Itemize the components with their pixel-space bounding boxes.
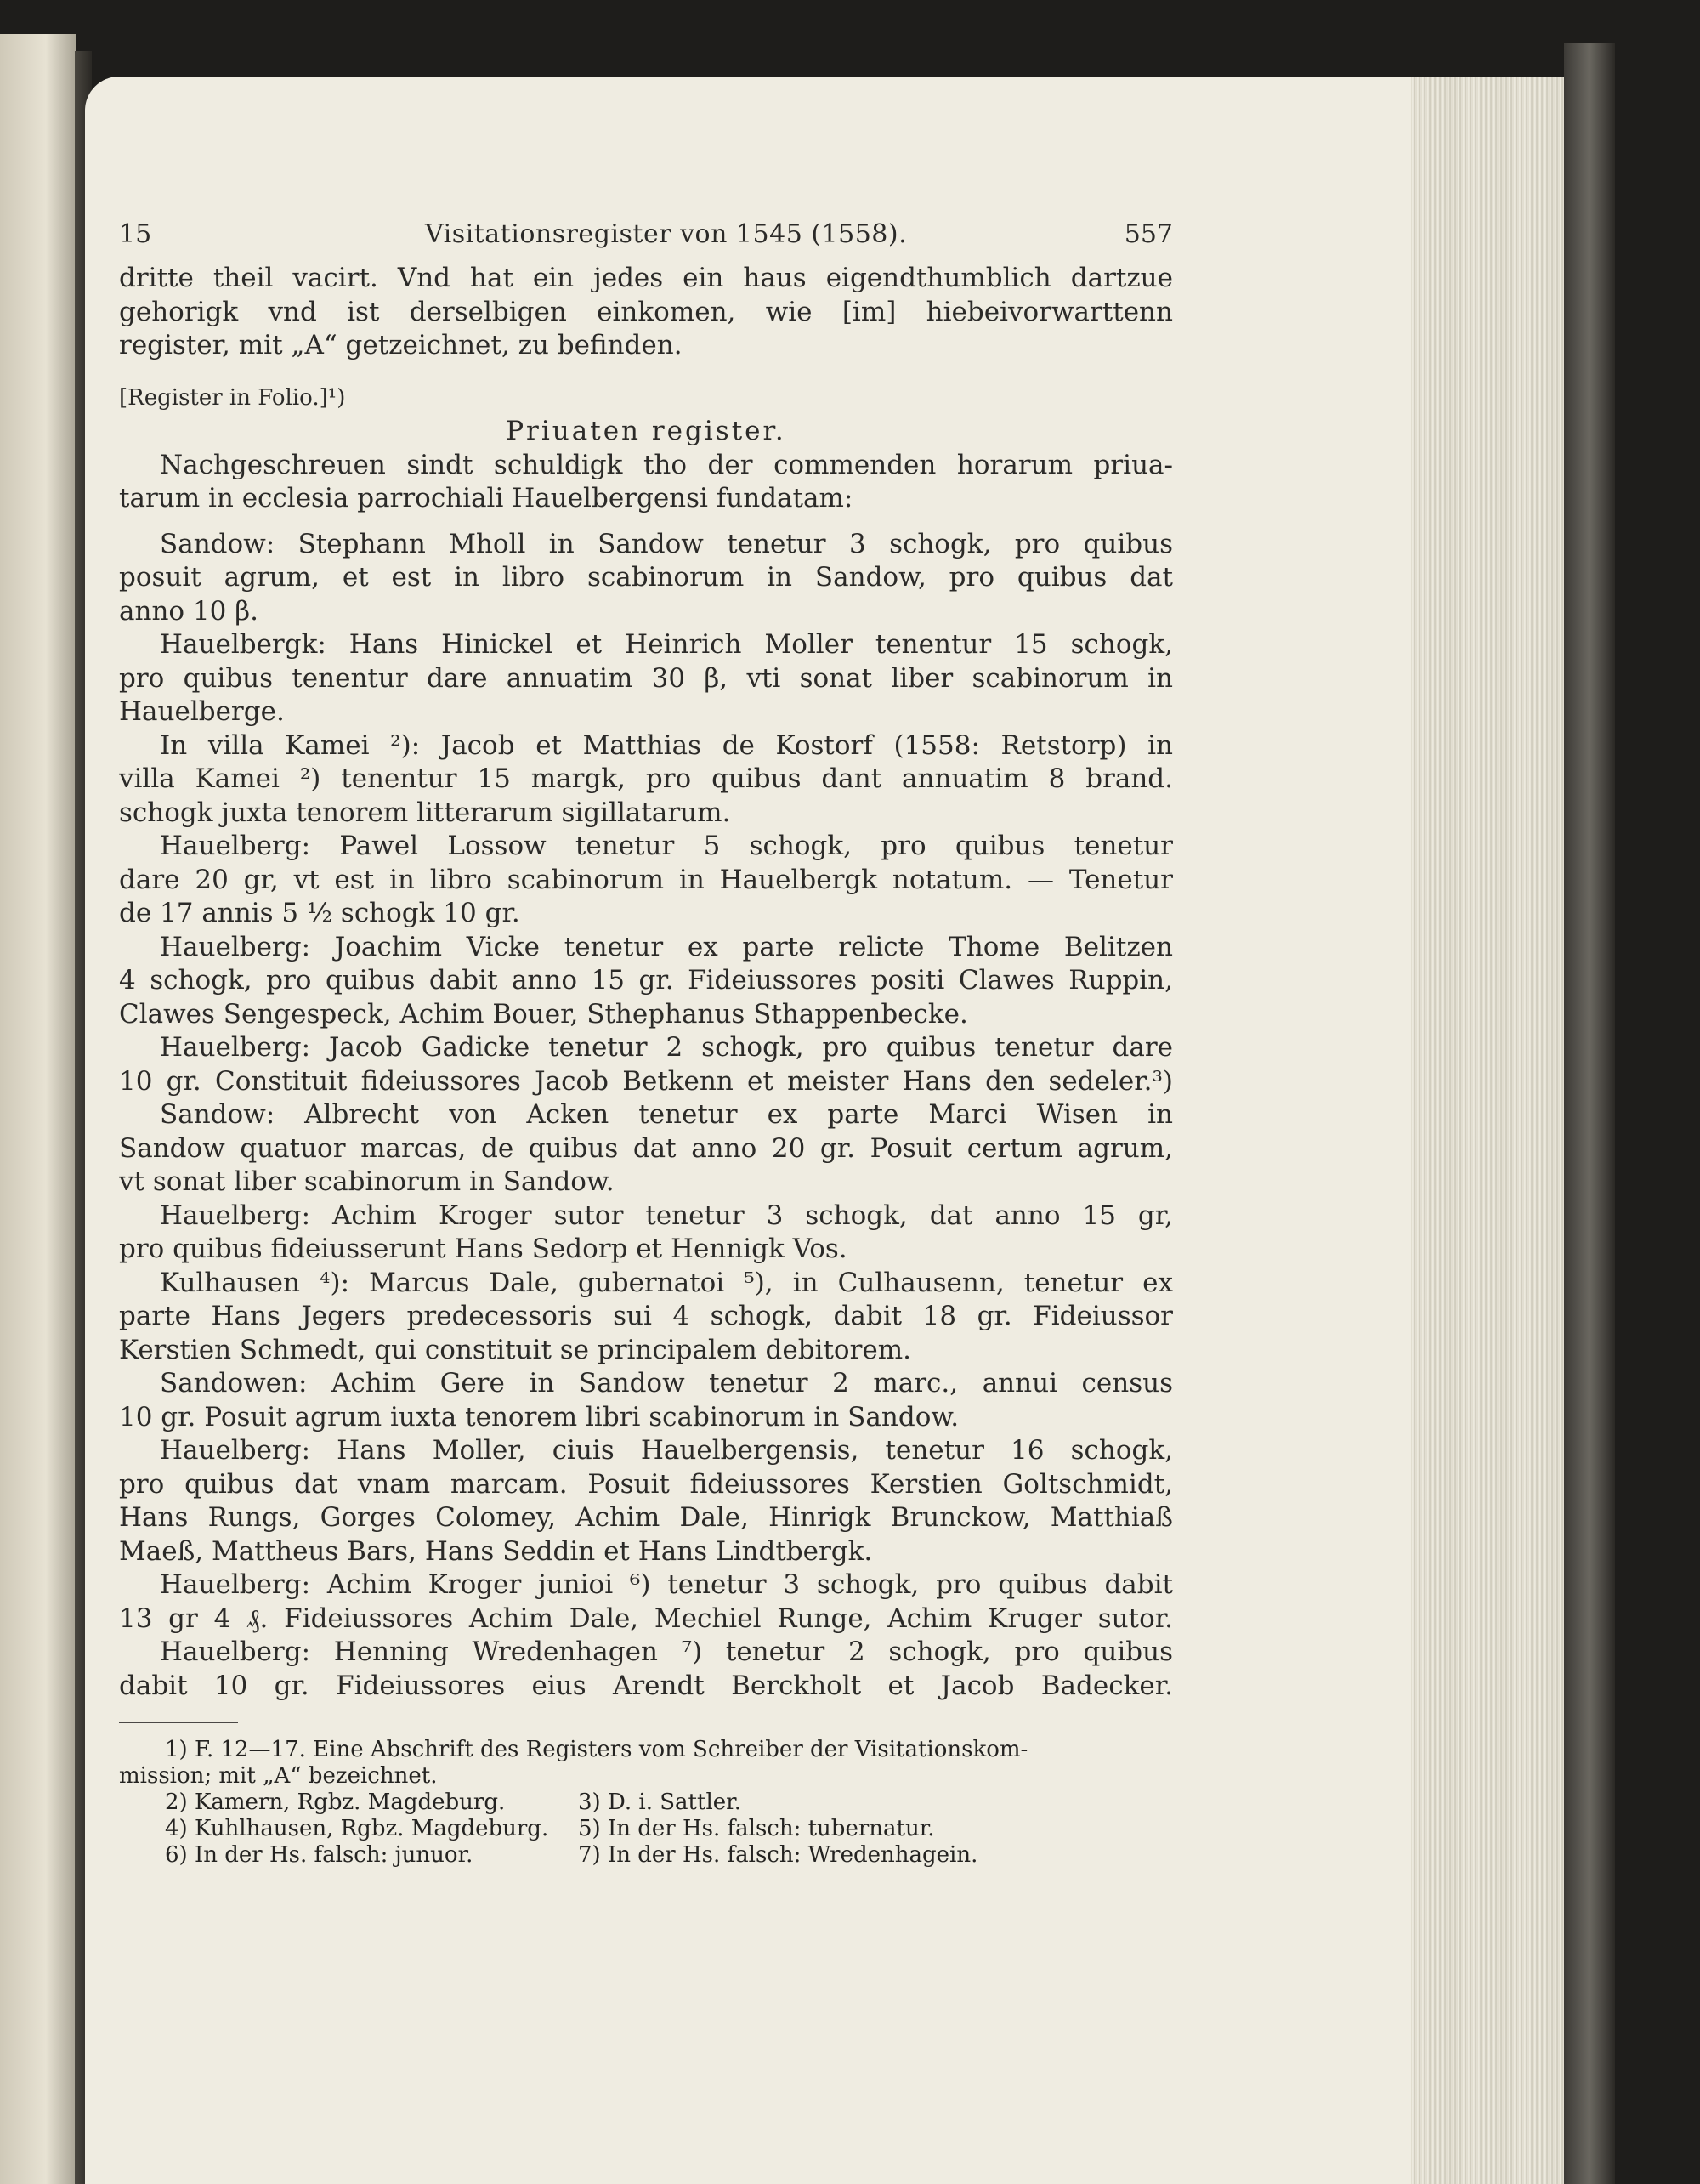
text-line: tarum in ecclesia parrochiali Hauelbergensi fundatam:: [119, 483, 853, 513]
running-title: Visitationsregister von 1545 (1558).: [425, 219, 908, 249]
text-line: Nachgeschreuen sindt schuldigk tho der commenden horarum priua-: [160, 449, 1173, 480]
text-line: 10 gr. Constituit fideiussores Jacob Betkenn et meister Hans den sedeler.³): [119, 1065, 1173, 1097]
text-line: Sandow: Albrecht von Acken tenetur ex parte Marci Wisen in: [160, 1099, 1173, 1130]
register-entry: [119, 1367, 1173, 1434]
register-entry: [119, 1098, 1173, 1200]
running-head: [119, 219, 1173, 262]
text-line: register, mit „A“ getzeichnet, zu befinden.: [119, 330, 683, 360]
text-line: anno 10 β.: [119, 595, 259, 627]
text-line: 10 gr. Posuit agrum iuxta tenorem libri scabinorum in Sandow.: [119, 1401, 960, 1432]
text-line: parte Hans Jegers predecessoris sui 4 schogk, dabit 18 gr. Fideiussor: [119, 1301, 1173, 1331]
text-line: Hauelberge.: [119, 696, 285, 727]
text-line: dabit 10 gr. Fideiussores eius Arendt Berckholt et Jacob Badecker.: [119, 1670, 1173, 1701]
footnote-2: 2) Kamern, Rgbz. Magdeburg.: [165, 1790, 506, 1815]
text-line: posuit agrum, et est in libro scabinorum in Sandow, pro quibus dat: [119, 562, 1173, 593]
text-line: Hauelbergk: Hans Hinickel et Heinrich Moller tenentur 15 schogk,: [160, 629, 1173, 660]
footnote-4: 4) Kuhlhausen, Rgbz. Magdeburg.: [165, 1816, 549, 1841]
text-line: Hans Rungs, Gorges Colomey, Achim Dale, Hinrigk Brunckow, Matthiaß: [119, 1502, 1173, 1533]
text-line: vt sonat liber scabinorum in Sandow.: [119, 1166, 615, 1197]
text-line: In villa Kamei ²): Jacob et Matthias de Kostorf (1558: Retstorp) in: [160, 729, 1173, 761]
footnote-divider: [119, 1722, 238, 1723]
register-entry: [119, 931, 1173, 1032]
page-content: [119, 219, 1173, 1869]
register-entry: [119, 1434, 1173, 1569]
preamble: [119, 449, 1173, 516]
text-line: 13 gr 4 ₰. Fideiussores Achim Dale, Mechiel Runge, Achim Kruger sutor.: [119, 1603, 1173, 1634]
footnote-1: 1) F. 12—17. Eine Abschrift des Registers vom Schreiber der Visitationskom-: [165, 1737, 1028, 1762]
footnotes: [119, 1737, 1173, 1869]
register-entry: [119, 1267, 1173, 1368]
register-entry: [119, 1031, 1173, 1098]
text-line: 4 schogk, pro quibus dabit anno 15 gr. Fideiussores positi Clawes Ruppin,: [119, 965, 1173, 996]
register-entry: [119, 1569, 1173, 1636]
text-line: Hauelberg: Pawel Lossow tenetur 5 schogk, pro quibus tenetur: [160, 831, 1173, 861]
left-page-edge: [0, 34, 76, 2184]
text-line: Hauelberg: Jacob Gadicke tenetur 2 schogk, pro quibus tenetur dare: [160, 1032, 1173, 1063]
text-line: Kulhausen ⁴): Marcus Dale, gubernatoi ⁵), in Culhausenn, tenetur ex: [160, 1267, 1173, 1298]
text-line: dritte theil vacirt. Vnd hat ein jedes ein haus eigendthumblich dartzue: [119, 263, 1173, 293]
text-line: Hauelberg: Achim Kroger sutor tenetur 3 schogk, dat anno 15 gr,: [160, 1200, 1173, 1231]
text-line: Sandowen: Achim Gere in Sandow tenetur 2 marc., annui census: [160, 1368, 1173, 1398]
register-entry: [119, 1200, 1173, 1267]
text-line: pro quibus dat vnam marcam. Posuit fideiussores Kerstien Goltschmidt,: [119, 1468, 1173, 1500]
text-line: de 17 annis 5 ½ schogk 10 gr.: [119, 898, 520, 928]
text-line: Hauelberg: Achim Kroger junioi ⁶) tenetur 3 schogk, pro quibus dabit: [160, 1569, 1173, 1600]
footnote-1-continued: mission; mit „A“ bezeichnet.: [119, 1763, 438, 1789]
footnote-3: 3) D. i. Sattler.: [578, 1790, 741, 1815]
text-line: dare 20 gr, vt est in libro scabinorum in Hauelbergk notatum. — Tenetur: [119, 864, 1173, 895]
register-entry: [119, 830, 1173, 931]
register-entry: [119, 1636, 1173, 1703]
text-line: pro quibus tenentur dare annuatim 30 β, vti sonat liber scabinorum in: [119, 662, 1173, 694]
text-line: pro quibus fideiusserunt Hans Sedorp et Hennigk Vos.: [119, 1234, 847, 1264]
register-entry: [119, 528, 1173, 629]
register-entry: [119, 729, 1173, 831]
text-line: Maeß, Mattheus Bars, Hans Seddin et Hans Lindtbergk.: [119, 1535, 873, 1567]
text-line: Sandow quatuor marcas, de quibus dat anno 20 gr. Posuit certum agrum,: [119, 1132, 1173, 1164]
section-number: 15: [119, 219, 152, 249]
register-entries: [119, 528, 1173, 1704]
footnote-6: 6) In der Hs. falsch: junuor.: [165, 1842, 473, 1868]
text-line: Hauelberg: Joachim Vicke tenetur ex parte relicte Thome Belitzen: [160, 931, 1173, 962]
text-line: Kerstien Schmedt, qui constituit se principalem debitorem.: [119, 1334, 911, 1365]
page-stack-edge: [1411, 77, 1564, 2184]
text-line: schogk juxta tenorem litterarum sigillatarum.: [119, 797, 731, 828]
section-title: Priuaten register.: [506, 416, 786, 446]
text-line: gehorigk vnd ist derselbigen einkomen, wie [im] hiebeivorwarttenn: [119, 296, 1173, 327]
page-number: 557: [1124, 219, 1173, 249]
text-line: villa Kamei ²) tenentur 15 margk, pro quibus dant annuatim 8 brand.: [119, 763, 1173, 794]
footnote-7: 7) In der Hs. falsch: Wredenhagein.: [578, 1842, 978, 1868]
text-line: Sandow: Stephann Mholl in Sandow tenetur 3 schogk, pro quibus: [160, 528, 1173, 559]
text-line: Hauelberg: Hans Moller, ciuis Hauelbergensis, tenetur 16 schogk,: [160, 1435, 1173, 1466]
text-line: Clawes Sengespeck, Achim Bouer, Sthephanus Sthappenbecke.: [119, 998, 968, 1030]
intro-paragraph: [119, 262, 1173, 363]
book-cover-edge: [1564, 43, 1615, 2184]
register-note: [Register in Folio.]¹): [119, 384, 346, 411]
register-entry: [119, 628, 1173, 729]
text-line: Hauelberg: Henning Wredenhagen ⁷) tenetur 2 schogk, pro quibus: [160, 1637, 1173, 1667]
footnote-5: 5) In der Hs. falsch: tubernatur.: [578, 1816, 935, 1841]
